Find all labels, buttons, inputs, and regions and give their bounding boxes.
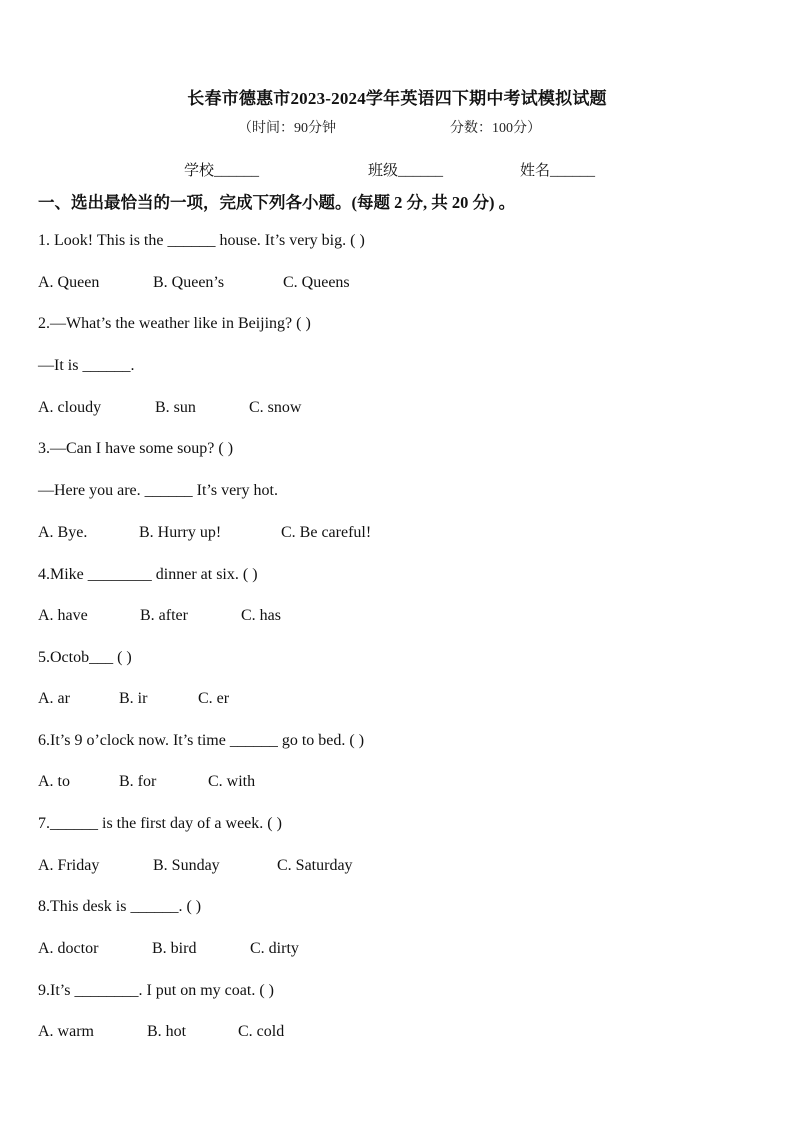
option-c: C. er xyxy=(198,690,230,707)
question-1-stem: 1. Look! This is the ______ house. It’s very big. ( ) xyxy=(38,232,365,249)
option-b: B. Sunday xyxy=(153,857,220,874)
school-field: 学校______ xyxy=(184,163,260,179)
question-9-stem: 9.It’s ________. I put on my coat. ( ) xyxy=(38,982,274,999)
option-a: A. ar xyxy=(38,690,70,707)
option-c: C. with xyxy=(208,773,256,790)
option-a: A. cloudy xyxy=(38,399,102,416)
option-a: A. Friday xyxy=(38,857,100,874)
option-b: B. for xyxy=(119,773,157,790)
question-2-stem: 2.—What’s the weather like in Beijing? ( ) xyxy=(38,315,311,332)
question-2-options xyxy=(38,399,301,417)
question-5-options xyxy=(38,690,229,708)
question-7-options xyxy=(38,857,353,875)
option-b: B. sun xyxy=(155,399,196,416)
option-c: C. dirty xyxy=(250,940,299,957)
class-field: 班级______ xyxy=(368,163,444,179)
option-b: B. Queen’s xyxy=(153,274,225,291)
option-c: C. has xyxy=(241,607,281,624)
option-c: C. Queens xyxy=(283,274,350,291)
option-b: B. ir xyxy=(119,690,148,707)
question-4-options xyxy=(38,607,281,625)
option-b: B. hot xyxy=(147,1023,187,1040)
option-a: A. warm xyxy=(38,1023,94,1040)
option-c: C. Saturday xyxy=(277,857,353,874)
question-8-options xyxy=(38,940,299,958)
option-b: B. after xyxy=(140,607,188,624)
question-5-stem: 5.Octob___ ( ) xyxy=(38,649,132,666)
option-c: C. snow xyxy=(249,399,302,416)
exam-info xyxy=(238,117,541,137)
question-3-stem: 3.—Can I have some soup? ( ) xyxy=(38,440,234,457)
option-b: B. bird xyxy=(152,940,197,957)
option-a: A. Queen xyxy=(38,274,100,291)
option-a: A. have xyxy=(38,607,88,624)
option-a: A. doctor xyxy=(38,940,99,957)
question-1-options xyxy=(38,274,350,292)
option-a: A. to xyxy=(38,773,70,790)
question-6-options xyxy=(38,773,255,791)
option-c: C. cold xyxy=(238,1023,285,1040)
question-3-answer-line: —Here you are. ______ It’s very hot. xyxy=(38,482,278,499)
question-2-answer-line: —It is ______. xyxy=(38,357,135,374)
question-8-stem: 8.This desk is ______. ( ) xyxy=(38,898,202,915)
question-6-stem: 6.It’s 9 o’clock now. It’s time ______ go to bed. ( ) xyxy=(38,732,365,749)
question-3-options xyxy=(38,524,371,542)
section-heading: 一、选出最恰当的一项，完成下列各小题。(每题 2 分, 共 20 分) 。 xyxy=(38,193,516,212)
option-a: A. Bye. xyxy=(38,524,88,541)
name-field: 姓名______ xyxy=(520,163,596,179)
option-c: C. Be careful! xyxy=(281,524,372,541)
question-7-stem: 7.______ is the first day of a week. ( ) xyxy=(38,815,282,832)
option-b: B. Hurry up! xyxy=(139,524,222,541)
score-info: 分数：100分） xyxy=(450,121,541,136)
question-9-options xyxy=(38,1023,284,1041)
page-title: 长春市德惠市2023-2024学年英语四下期中考试模拟试题 xyxy=(187,89,607,108)
question-4-stem: 4.Mike ________ dinner at six. ( ) xyxy=(38,566,258,583)
time-info: （时间：90分钟 xyxy=(238,121,336,136)
